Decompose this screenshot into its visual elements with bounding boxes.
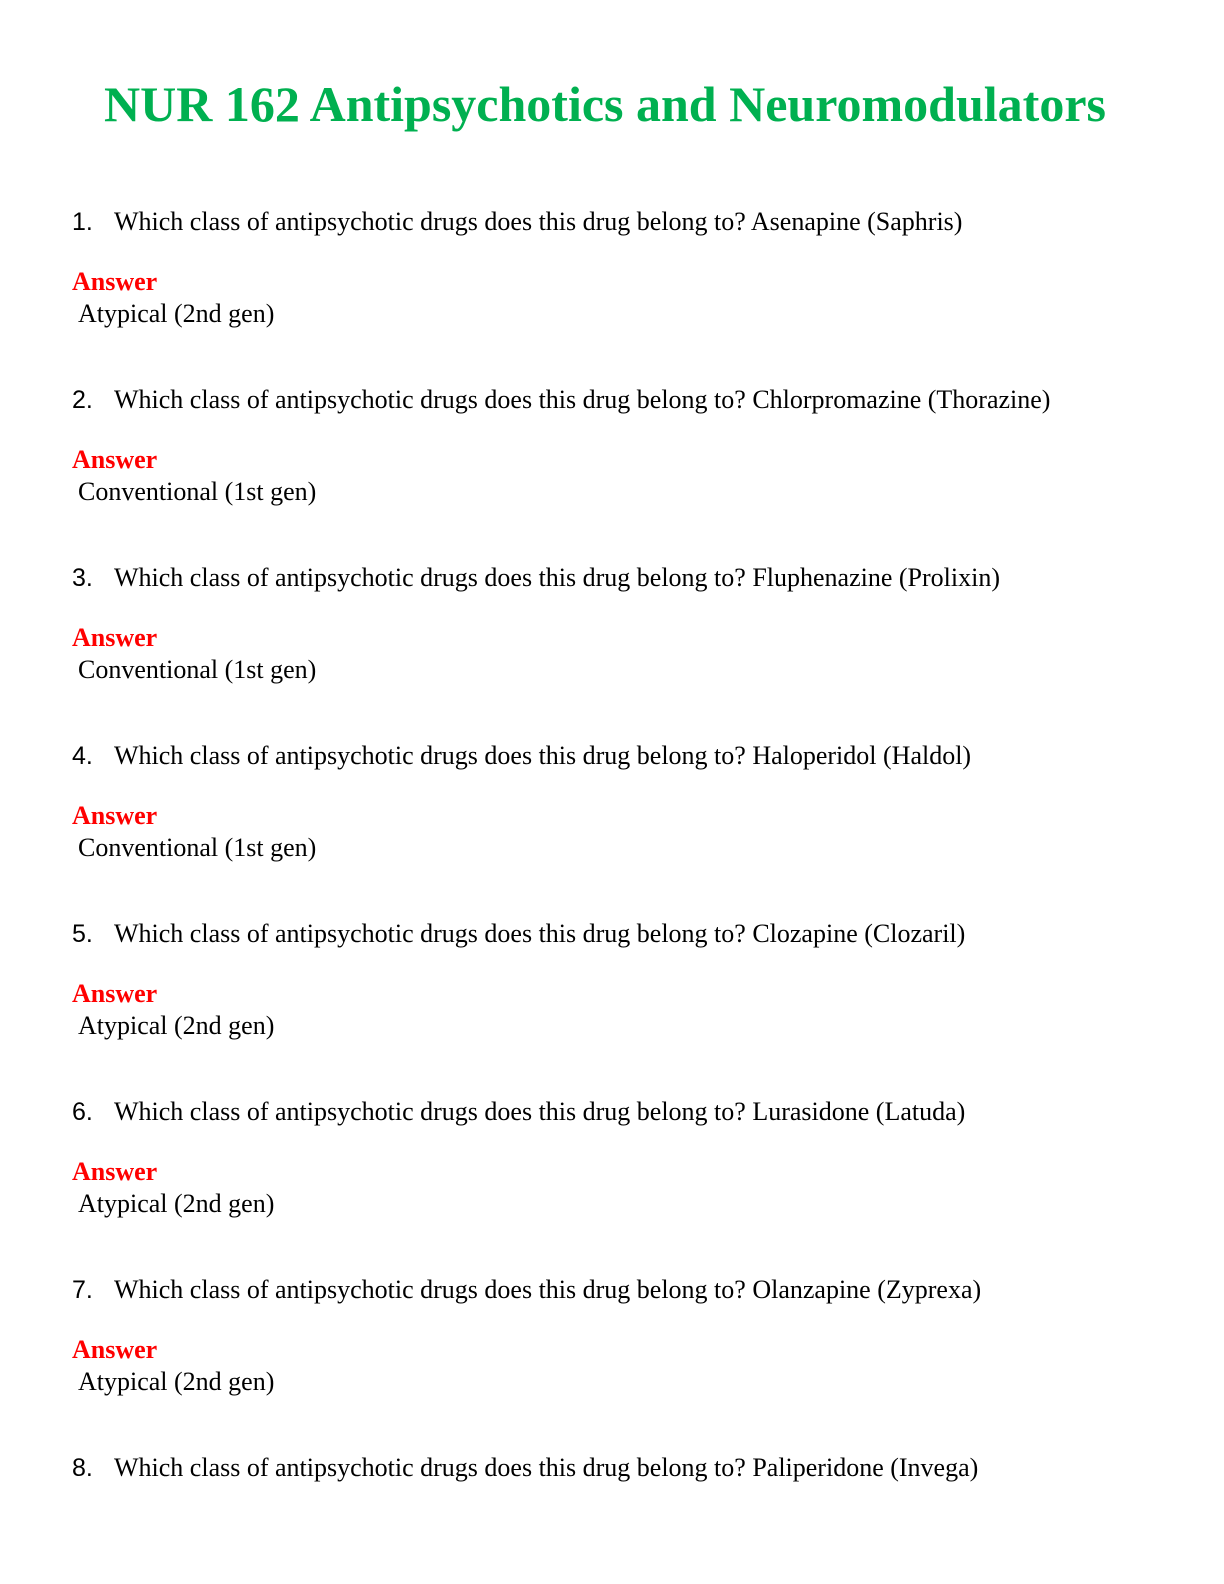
answer-label: Answer: [72, 267, 158, 296]
qa-item-8: [72, 1450, 1172, 1486]
question: [72, 1094, 1172, 1130]
answer-text: Atypical (2nd gen): [78, 299, 275, 328]
question-number: 8.: [72, 1454, 93, 1482]
question-text: Which class of antipsychotic drugs does this drug belong to? Chlorpromazine (Thorazine): [114, 385, 1051, 414]
qa-item-3: [72, 560, 1172, 687]
question-text: Which class of antipsychotic drugs does this drug belong to? Olanzapine (Zyprexa): [114, 1275, 982, 1304]
question-text: Which class of antipsychotic drugs does this drug belong to? Paliperidone (Invega): [114, 1453, 979, 1482]
question-number: 3.: [72, 564, 93, 592]
question-number: 1.: [72, 208, 93, 236]
answer-label: Answer: [72, 445, 158, 474]
qa-item-1: [72, 204, 1172, 331]
question: [72, 738, 1172, 774]
question-text: Which class of antipsychotic drugs does this drug belong to? Clozapine (Clozaril): [114, 919, 966, 948]
qa-item-6: [72, 1094, 1172, 1221]
qa-item-7: [72, 1272, 1172, 1399]
answer-text: Conventional (1st gen): [78, 833, 317, 862]
question-text: Which class of antipsychotic drugs does this drug belong to? Lurasidone (Latuda): [114, 1097, 966, 1126]
question-number: 6.: [72, 1098, 93, 1126]
question: [72, 1272, 1172, 1308]
question-text: Which class of antipsychotic drugs does this drug belong to? Fluphenazine (Prolixin): [114, 563, 1000, 592]
answer-label: Answer: [72, 1335, 158, 1364]
answer-label: Answer: [72, 979, 158, 1008]
qa-item-4: [72, 738, 1172, 865]
question: [72, 382, 1172, 418]
question-number: 2.: [72, 386, 93, 414]
answer-text: Atypical (2nd gen): [78, 1367, 275, 1396]
answer-text: Conventional (1st gen): [78, 477, 317, 506]
question: [72, 916, 1172, 952]
question-text: Which class of antipsychotic drugs does this drug belong to? Haloperidol (Haldol): [114, 741, 972, 770]
answer-label: Answer: [72, 623, 158, 652]
question: [72, 560, 1172, 596]
qa-item-2: [72, 382, 1172, 509]
question: [72, 204, 1172, 240]
question: [72, 1450, 1172, 1486]
qa-item-5: [72, 916, 1172, 1043]
question-number: 7.: [72, 1276, 93, 1304]
question-number: 4.: [72, 742, 93, 770]
page-title: NUR 162 Antipsychotics and Neuromodulators: [104, 76, 1106, 132]
question-number: 5.: [72, 920, 93, 948]
answer-text: Atypical (2nd gen): [78, 1189, 275, 1218]
question-text: Which class of antipsychotic drugs does this drug belong to? Asenapine (Saphris): [114, 207, 963, 236]
answer-text: Conventional (1st gen): [78, 655, 317, 684]
answer-text: Atypical (2nd gen): [78, 1011, 275, 1040]
answer-label: Answer: [72, 1157, 158, 1186]
answer-label: Answer: [72, 801, 158, 830]
